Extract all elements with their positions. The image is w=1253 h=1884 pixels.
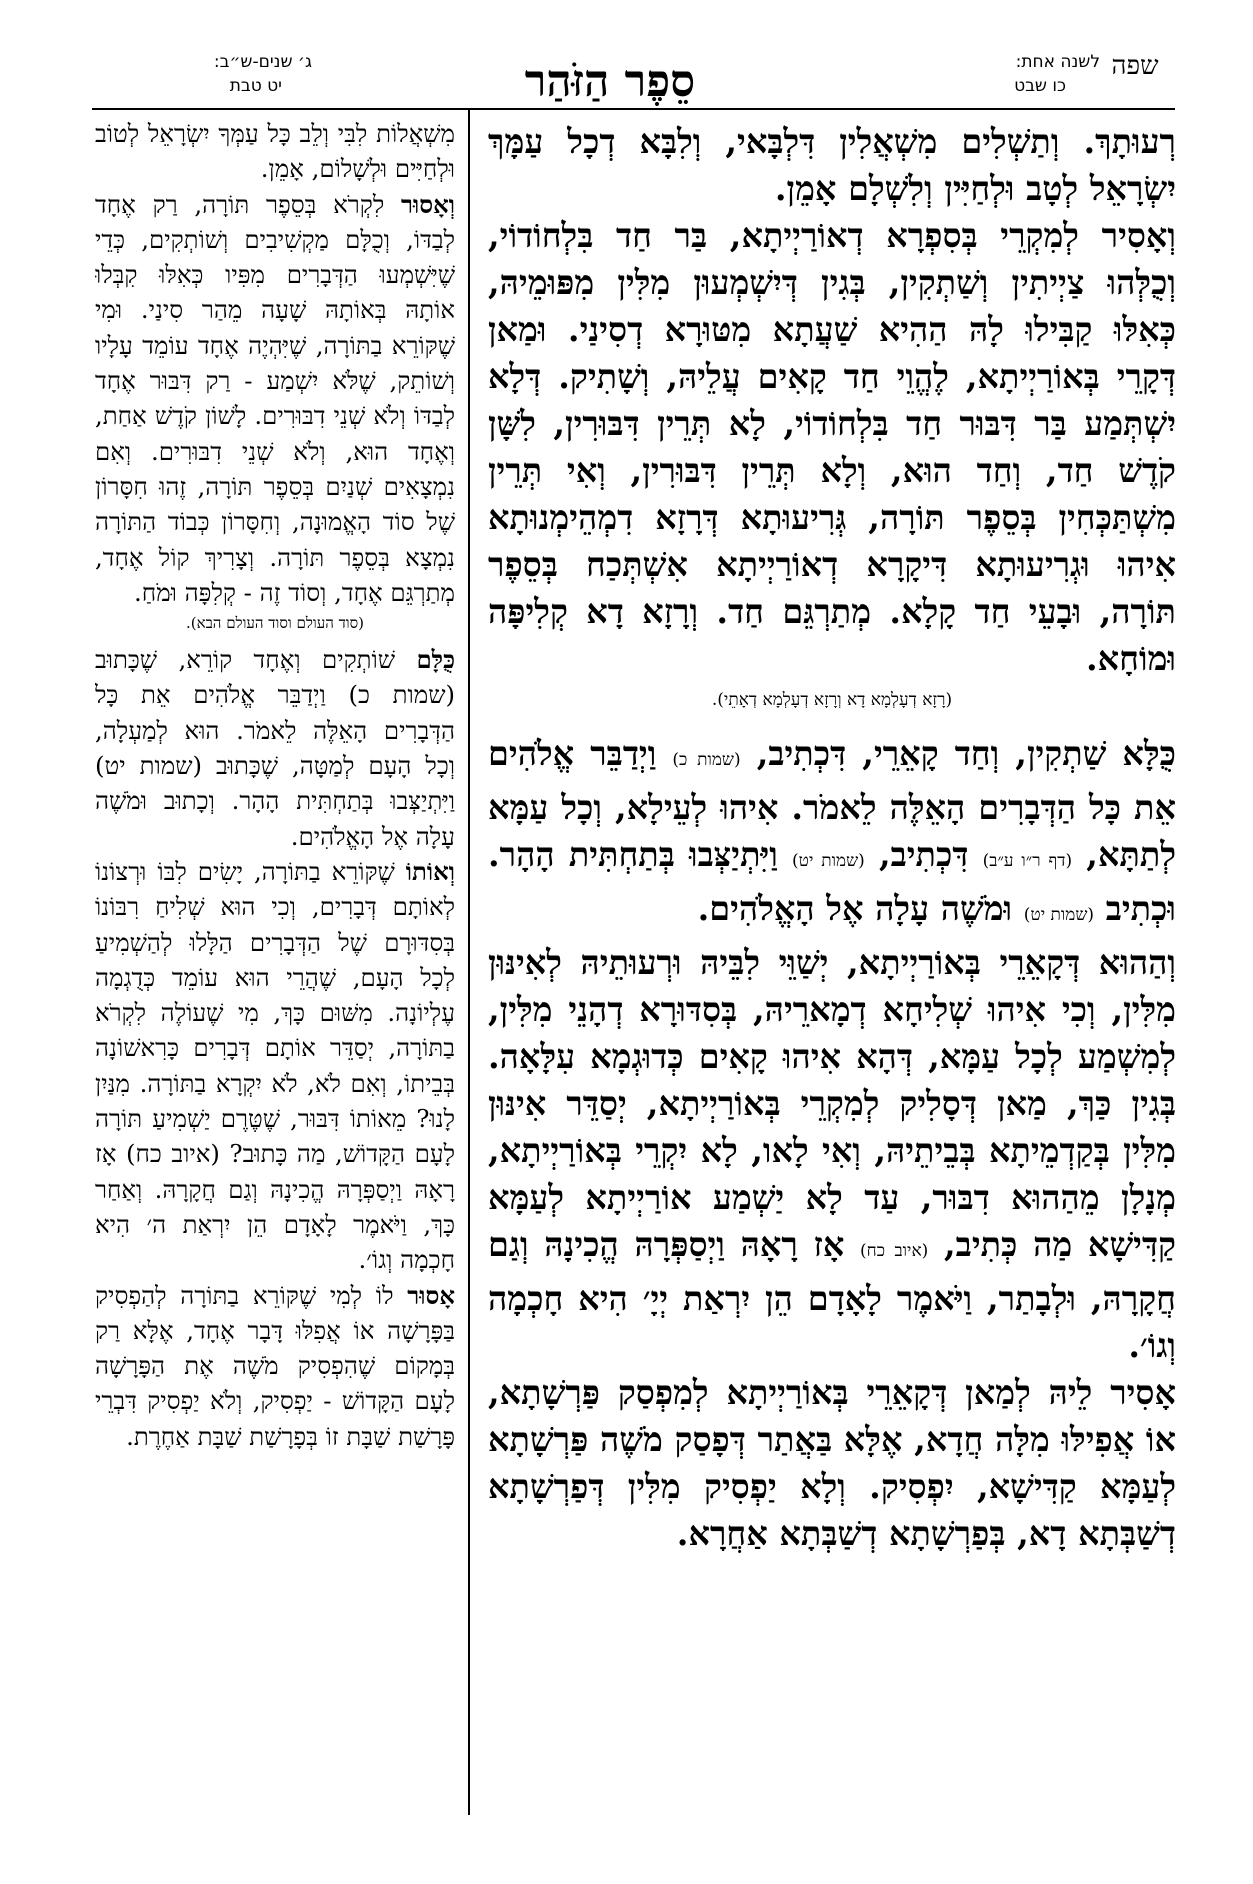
left-paragraph-1: מִשְׁאֲלוֹת לִבִּי וְלֵב כָּל עַמְּךָ יִשְׂרָאֵל לְטוֹב וּלְחַיִּים וּלְשָׁלוֹם, אָמֵן. (95, 119, 455, 184)
header-right-line1: לשנה אחת: (1015, 52, 1100, 72)
page-title: סֵפֶר הַזֹּהַר (524, 56, 696, 107)
right-paragraph-3 (488, 730, 1176, 939)
right-text-3e: וּמֹשֶׁה עָלָה אֶל הָאֱלֹהִים. (697, 889, 1024, 928)
left-text-3: שׁוֹתְקִים וְאֶחָד קוֹרֵא, שֶׁכָּתוּב (שמות כ) וַיְדַבֵּר אֱלֹהִים אֵת כָּל הַדְּבָרִים הָאֵלֶּה לֵאמֹר. הוּא לְמַעְלָה, וְכָל הָעָם לְמַטָּה, שֶׁכָּתוּב (שמות יט) וַיִּתְיַצְּבוּ בְּתַחְתִּית הָהָר. וְכָתוּב וּמֹשֶׁה עָלָה אֶל הָאֱלֹהִים. (95, 645, 455, 851)
right-text-4b: אָז רָאָהּ וַיְסַפְּרָהּ הֱכִינָהּ וְגַם חֲקָרָהּ, וּלְבָתַר, וַיֹּאמֶר לָאָדָם הֵן יִרְאַת יְיָ׳ הִיא חָכְמָה וְגוֹ׳. (488, 1225, 1176, 1365)
verse-reference: (שמות יט) (1023, 905, 1095, 925)
header-left-line1: ג׳ שנים-ש״ב: (213, 52, 312, 72)
left-paragraph-4 (95, 854, 455, 1278)
folio-reference: (דף ר״ו ע״ב) (982, 851, 1073, 871)
column-divider (468, 110, 470, 1815)
right-text-3d: וַיִּתְיַצְּבוּ בְּתַחְתִּית הָהָר. וּכְתִיב (488, 835, 1176, 928)
right-text-3c: דִּכְתִיב, (864, 835, 983, 874)
right-paragraph-1: רְעוּתָךְ. וְתַשְׁלִים מִשְׁאֲלִין דִּלְבָּאי, וְלִבָּא דְכָל עַמָּךְ יִשְׂרָאֵל לְטָב וּלְחַיִּין וְלִשְׁלָם אָמֵן. (488, 122, 1176, 208)
left-text-5: לוֹ לְמִי שֶׁקּוֹרֵא בַתּוֹרָה לְהַפְסִיק בַּפָּרָשָׁה אוֹ אֲפִלּוּ דָּבָר אֶחָד, אֶלָּא רַק בְּמָקוֹם שֶׁהִפְסִיק מֹשֶׁה אֶת הַפָּרָשָׁה לָעָם הַקָּדוֹשׁ - יַפְסִיק, וְלֹא יַפְסִיק דִּבְרֵי פָּרָשַׁת שַׁבָּת זוֹ בְּפָרָשַׁת שַׁבָּת אַחֶרֶת. (95, 1280, 455, 1451)
right-paragraph-4 (488, 939, 1176, 1369)
right-text-3a: כֻּלָּא שַׁתְקִין, וְחַד קָאֵרֵי, דִּכְתִיב, (740, 734, 1176, 773)
header-left (132, 50, 312, 122)
spacer (488, 718, 1176, 730)
page-number: שפה (1111, 51, 1159, 81)
header-divider (92, 108, 1175, 110)
right-text-4a: וְהַהוּא דְּקָאֵרֵי בְּאוֹרַיְיתָא, יְשַׁוֵּי לִבֵּיהּ וּרְעוּתֵיהּ לְאִינּוּן מִלִּין, וְכִי אִיהוּ שְׁלִיחָא דְמָארֵיהּ, בְּסִדּוּרָא דְהָנֵי מִלִּין, לְמִשְׁמַע לְכָל עַמָּא, דְּהָא אִיהוּ קָאִים כְּדוּגְמָא עִלָּאָה. בְּגִין כַּךְ, מַאן דְּסָלִיק לְמִקְרֵי בְּאוֹרַיְיתָא, יְסַדֵּר אִינּוּן מִלִּין בְּקַדְמֵיתָא בְּבֵיתֵיהּ, וְאִי לָאו, לָא יִקְרֵי בְּאוֹרַיְיתָא, מְנָלָן מֵהַהוּא דִבּוּר, עַד לָא יַשְׁמַע אוֹרַיְיתָא לְעַמָּא קַדִּישָׁא מַה כְּתִיב, (488, 943, 1176, 1264)
zohar-column (488, 118, 1176, 1798)
left-paragraph-2 (95, 187, 455, 611)
left-text-2: לִקְרֹא בְּסֵפֶר תּוֹרָה, רַק אֶחָד לְבַדּוֹ, וְכֻלָּם מַקְשִׁיבִים וְשׁוֹתְקִים, כְּדֵי שֶׁיִּשְׁמְעוּ הַדְּבָרִים מִפִּיו כְּאִלּוּ קִבְּלוּ אוֹתָהּ בְּאוֹתָהּ שָׁעָה מֵהַר סִינַי. וּמִי שֶׁקּוֹרֵא בַתּוֹרָה, שֶׁיִּהְיֶה אֶחָד עוֹמֵד עָלָיו וְשׁוֹתֵק, שֶׁלֹּא יִשְׁמַע - רַק דִּבּוּר אֶחָד לְבַדּוֹ וְלֹא שְׁנֵי דִבּוּרִים. לָשׁוֹן קֹדֶשׁ אַחַת, וְאֶחָד הוּא, וְלֹא שְׁנֵי דִבּוּרִים. וְאִם נִמְצָאִים שְׁנַיִם בְּסֵפֶר תּוֹרָה, זֶהוּ חִסָּרוֹן שֶׁל סוֹד הָאֱמוּנָה, וְחִסָּרוֹן כְּבוֹד הַתּוֹרָה נִמְצָא בְּסֵפֶר תּוֹרָה. וְצָרִיךְ קוֹל אֶחָד, מְתַרְגֵּם אֶחָד, וְסוֹד זֶה - קְלִפָּה וּמֹחַ. (95, 189, 455, 607)
left-paragraph-5 (95, 1278, 455, 1454)
header-right (950, 50, 1100, 122)
verse-reference: (שמות יט) (792, 851, 865, 871)
right-note: (רָזָא דְעָלְמָא דָא וְרָזָא דְעָלְמָא דְאָתֵי). (711, 690, 953, 710)
translation-column (95, 116, 455, 1816)
left-opener-4: וְאוֹתוֹ (405, 856, 455, 886)
left-opener-2: וְאָסוּר (401, 189, 455, 219)
left-paragraph-3 (95, 642, 455, 854)
right-paragraph-5: אָסִיר לֵיהּ לְמַאן דְּקָאֵרֵי בְּאוֹרַיְיתָא לְמִפְסַק פַּרְשָׁתָא, אוֹ אֲפִילּוּ מִלָּה חֲדָא, אֶלָּא בַּאֲתַר דְּפָסַק מֹשֶׁה פַּרְשָׁתָא לְעַמָּא קַדִּישָׁא, יִפְסִיק. וְלָא יַפְסִיק מִלִּין דְּפַרְשָׁתָא דְשַׁבְּתָא דָא, בְּפַרְשָׁתָא דְשַׁבְּתָא אַחֲרָא. (488, 1373, 1176, 1553)
header-right-line2: כו שבט (1014, 76, 1066, 96)
left-opener-5: אָסוּר (407, 1280, 455, 1310)
left-note: (סוד העולם וסוד העולם הבא). (185, 614, 365, 633)
right-text-3b: וַיְדַבֵּר אֱלֹהִים אֵת כָּל הַדְּבָרִים הָאֵלֶּה לֵאמֹר. אִיהוּ לְעֵילָא, וְכָל עַמָּא לְתַתָּא, (488, 734, 1176, 874)
verse-reference: (איוב כח) (860, 1241, 929, 1261)
verse-reference: (שמות כ) (672, 750, 741, 770)
left-text-4: שֶׁקּוֹרֵא בַתּוֹרָה, יָשִׂים לִבּוֹ וּרְצוֹנוֹ לְאוֹתָם דְּבָרִים, וְכִי הוּא שְׁלִיחַ רִבּוֹנוֹ בְּסִדּוּרָם שֶׁל הַדְּבָרִים הַלָּלוּ לְהַשְׁמִיעַ לְכָל הָעָם, שֶׁהֲרֵי הוּא עוֹמֵד כְּדֻגְמָה עֶלְיוֹנָה. מִשּׁוּם כָּךְ, מִי שֶׁעוֹלֶה לִקְרֹא בַתּוֹרָה, יְסַדֵּר אוֹתָם דְּבָרִים כָּרִאשׁוֹנָה בְּבֵיתוֹ, וְאִם לֹא, לֹא יִקְרָא בַתּוֹרָה. מִנַּיִן לָנוּ? מֵאוֹתוֹ דִּבּוּר, שֶׁטֶּרֶם יַשְׁמִיעַ תּוֹרָה לָעָם הַקָּדוֹשׁ, מַה כָּתוּב? (איוב כח) אָז רָאָהּ וַיְסַפְּרָהּ הֱכִינָהּ וְגַם חֲקָרָהּ. וְאַחַר כָּךְ, וַיֹּאמֶר לָאָדָם הֵן יִרְאַת ה׳ הִיא חָכְמָה וְגוֹ׳. (95, 856, 455, 1275)
right-paragraph-2: וְאָסִיר לְמִקְרֵי בְּסִפְרָא דְאוֹרַיְיתָא, בַּר חַד בִּלְחוֹדוֹי, וְכֻלְּהוּ צַיְיתִין וְשַׁתְקִין, בְּגִין דְּיִשְׁמְעוּן מִלִּין מִפּוּמֵיהּ, כְּאִלּוּ קַבִּילוּ לָהּ הַהִיא שַׁעֲתָא מִטּוּרָא דְסִינַי. וּמַאן דְּקָרֵי בְּאוֹרַיְיתָא, לֶהֱוֵי חַד קָאִים עֲלֵיהּ, וְשָׁתִיק. דְּלָא יִשְׁתְּמַע בַּר דִּבּוּר חַד בִּלְחוֹדוֹי, לָא תְּרֵין דִּבּוּרִין, לִשָּׁן קֹדֶשׁ חַד, וְחַד הוּא, וְלָא תְּרֵין דִּבּוּרִין, וְאִי תְּרֵין מִשְׁתַּכְּחִין בְּסֵפֶר תּוֹרָה, גְּרִיעוּתָא דְּרָזָא דִמְהֵימְנוּתָא אִיהוּ וּגְרִיעוּתָא דִּיקָרָא דְאוֹרַיְיתָא אִשְׁתְּכַח בְּסֵפֶר תּוֹרָה, וּבָעֵי חַד קָלָא. מְתַרְגֵּם חַד. וְרָזָא דָא קְלִיפָּה וּמוֹחָא. (488, 216, 1176, 678)
header-left-line2: יט טבת (229, 76, 282, 96)
left-opener-3: כֻּלָּם (416, 645, 455, 675)
